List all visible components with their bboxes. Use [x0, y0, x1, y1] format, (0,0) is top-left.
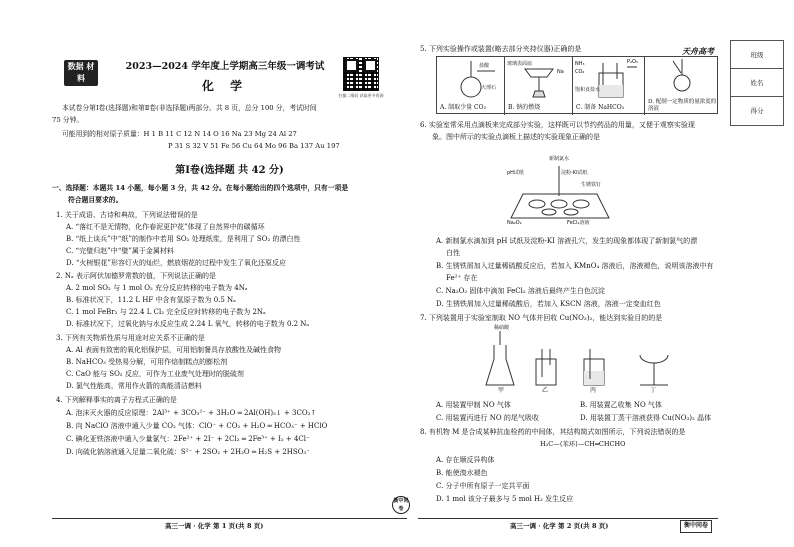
option-c[interactable]: C. 1 mol FeBr₂ 与 22.4 L Cl₂ 完全反应时转移的电子数为 2Nₐ [66, 308, 266, 316]
label-yi: 乙 [542, 387, 549, 394]
option-a[interactable]: A. 新制氯水滴加到 pH 试纸及淀粉-KI 溶液孔穴，发生的现象都体现了新制氯气的漂 [436, 237, 698, 245]
footer-right: 高三一调 · 化学 第 2 页(共 8 页) [510, 522, 609, 530]
section-title: 第Ⅰ卷(选择题 共 42 分) [175, 165, 284, 176]
option-c[interactable]: C. 分子中所有原子一定共平面 [436, 482, 530, 490]
name-field[interactable]: 姓名 [731, 69, 783, 97]
option-d[interactable]: D. 1 mol 该分子最多与 5 mol H₂ 发生反应 [436, 495, 574, 503]
intro-line-1: 本试卷分第Ⅰ卷(选择题)和第Ⅱ卷(非选择题)两部分。共 8 页，总分 100 分，考试时间 [62, 104, 317, 112]
qr-caption: 扫描二维码 获取更多资源 [338, 93, 384, 98]
option-d[interactable]: D. 用装置丁蒸干溶液获得 Cu(NO₃)₂ 晶体 [580, 414, 712, 422]
label-jia: 甲 [498, 387, 505, 394]
section-instructions-2: 符合题目要求的。 [68, 196, 123, 204]
flask-icon [437, 57, 505, 101]
label-co2: CO₂ [575, 69, 585, 75]
option-a[interactable]: A. 存在顺反异构体 [436, 456, 495, 464]
option-b[interactable]: B. NaHCO₃ 受热易分解，可用作焙制糕点的膨松剂 [66, 358, 228, 366]
question-stem-2: 象。图中所示的实验点滴板上描述的实验现象正确的是 [432, 133, 600, 141]
logo: 数据 材料 [64, 60, 98, 86]
brand-label: 天舟高考 [682, 47, 714, 56]
caption-b: B. 钠的燃烧 [508, 104, 541, 112]
volumetric-flask-icon [645, 57, 719, 93]
option-d[interactable]: D. 氯气性能高，常用作火箭的高能清洁燃料 [66, 382, 202, 390]
label-na: Na [557, 69, 564, 75]
brand-stamp: 衡中同卷 [680, 520, 712, 533]
footer-rule-left [52, 518, 407, 519]
label-dilute-nitric: 稀硝酸 [494, 325, 510, 331]
label-marble: 大理石 [481, 85, 497, 91]
option-d[interactable]: D. 生锈铁屑加入过量稀硫酸后，若加入 KSCN 溶液，溶液一定变血红色 [436, 300, 661, 308]
exam-title: 2023—2024 学年度上学期高三年级一调考试 [125, 61, 325, 72]
label-ph-paper: pH试纸 [507, 170, 524, 176]
label-nh3: NH₃ [575, 61, 585, 67]
question-stem: 7. 下列装置用于实验室制取 NO 气体并回收 Cu(NO₃)₂，能达到实验目的的是 [420, 314, 663, 322]
option-b[interactable]: B. 能使溴水褪色 [436, 469, 488, 477]
figure-a [437, 57, 505, 115]
figure-c [573, 57, 645, 115]
footer-rule-right [418, 518, 718, 519]
option-b[interactable]: B. 用装置乙收集 NO 气体 [580, 401, 662, 409]
option-c[interactable]: C. CaO 能与 SO₂ 反应，可作为工业废气处理时的脱硫剂 [66, 370, 244, 378]
class-field[interactable]: 班级 [731, 41, 783, 69]
label-watch-glass: 玻璃表面皿 [507, 61, 533, 67]
question-stem: 4. 下列解释事实的离子方程式正确的是 [56, 396, 177, 404]
option-c[interactable]: C. 碘化亚铁溶液中通入少量氯气：2Fe²⁺ + 2I⁻ + 2Cl₂ ═ 2Fe³⁺ + I₂ + 4Cl⁻ [66, 435, 310, 443]
label-hcl: 盐酸 [479, 63, 490, 69]
qr-code [343, 57, 379, 91]
caption-c: C. 制备 NaHCO₃ [576, 104, 625, 112]
label-bing: 丙 [590, 387, 597, 394]
caption-d: D. 配制一定物质的量浓度的溶液 [648, 99, 717, 112]
option-a[interactable]: A. 2 mol SO₂ 与 1 mol O₂ 充分反应转移的电子数为 4Nₐ [66, 284, 248, 292]
intro-line-2: 75 分钟。 [52, 116, 84, 124]
label-brine: 饱和食盐水 [575, 87, 601, 93]
footer-left: 高三一调 · 化学 第 1 页(共 8 页) [165, 522, 264, 530]
label-rusty-nail: 生锈铁钉 [581, 182, 602, 188]
student-info-box [730, 40, 784, 126]
option-b[interactable]: B. 生锈铁屑加入过量稀硫酸反应后，若加入 KMnO₄ 溶液后，溶液褪色，说明该溶液中有 [436, 262, 714, 270]
figure-d [645, 57, 719, 115]
option-b[interactable]: B. “纸上谈兵”中“纸”的制作中若用 SO₂ 处理纸浆，是利用了 SO₂ 的漂白性 [66, 235, 301, 243]
label-chlorine-water: 新制氯水 [549, 156, 570, 162]
question-stem: 8. 有机物 M 是合成某种抗血栓药的中间体，其结构简式如图所示，下列说法错误的是 [420, 428, 686, 436]
score-field[interactable]: 得分 [750, 107, 764, 115]
question-stem: 5. 下列实验操作或装置(略去部分夹持仪器)正确的是 [420, 45, 582, 53]
option-a[interactable]: A. 用装置甲制 NO 气体 [436, 401, 511, 409]
option-b[interactable]: B. 标准状况下，11.2 L HF 中含有氢原子数为 0.5 Nₐ [66, 296, 236, 304]
subject-title: 化 学 [201, 79, 249, 93]
label-ki-paper: 淀粉-KI试纸 [561, 170, 588, 176]
label-na2o2: Na₂O₂ [507, 220, 522, 226]
spot-plate-figure [505, 146, 615, 230]
option-a-cont: 白性 [446, 249, 460, 257]
atomic-mass-line-1: 可能用到的相对原子质量：H 1 B 11 C 12 N 14 O 16 Na 23 Mg 24 Al 27 [62, 130, 297, 138]
label-ding: 丁 [650, 387, 657, 394]
option-b-cont: Fe²⁺ 存在 [446, 274, 478, 282]
option-d[interactable]: D. 向硫化钠溶液通入足量二氧化硫：S²⁻ + 2SO₂ + 2H₂O ═ H₂S + 2HSO₃⁻ [66, 448, 310, 456]
label-p2o5: P₂O₅ [627, 59, 638, 65]
question-stem: 1. 关于成语、古诗和典故，下列说法错误的是 [56, 211, 198, 219]
option-c[interactable]: C. 用装置丙进行 NO 的尾气吸收 [436, 414, 539, 422]
figure-b [505, 57, 573, 115]
option-d[interactable]: D. “火树银花”形容灯火的灿烂，燃放烟花的过程中发生了氧化还原反应 [66, 259, 286, 267]
section-instructions-1: 一、选择题：本题共 14 小题，每小题 3 分，共 42 分。在每小题给出的四个选项中，只有一项是 [52, 184, 349, 192]
option-c[interactable]: C. “完璧归赵”中“璧”属于金属材料 [66, 247, 174, 255]
atomic-mass-line-2: P 31 S 32 V 51 Fe 56 Cu 64 Mo 96 Ba 137 Au 197 [168, 142, 340, 150]
caption-a: A. 制取少量 CO₂ [440, 104, 486, 112]
seal-stamp: 衡中同卷 [393, 498, 409, 512]
label-fecl2: FeCl₂溶液 [567, 220, 590, 226]
option-c[interactable]: C. Na₂O₂ 固体中滴加 FeCl₂ 溶液后最终产生白色沉淀 [436, 287, 605, 295]
option-a[interactable]: A. 泡沫灭火器的反应原理：2Al³⁺ + 3CO₃²⁻ + 3H₂O ═ 2Al(OH)₃↓ + 3CO₂↑ [66, 409, 317, 417]
question-stem: 2. Nₐ 表示阿伏加德罗常数的值，下列说法正确的是 [56, 272, 216, 280]
option-a[interactable]: A. Al 表面有致密的氧化铝保护层，可用铝制餐具存放酸性及碱性食物 [66, 346, 282, 354]
apparatus-figure-q7 [480, 325, 680, 397]
option-b[interactable]: B. 向 NaClO 溶液中通入少量 CO₂ 气体：ClO⁻ + CO₂ + H₂O ═ HCO₃⁻ + HClO [66, 422, 328, 430]
apparatus-figure-q5 [436, 56, 718, 114]
question-stem: 3. 下列有关物质性质与用途对应关系不正确的是 [56, 334, 205, 342]
structural-formula: H₃C—⟨苯环⟩—CH═CHCHO [540, 440, 626, 448]
question-stem: 6. 实验室常采用点滴板来完成部分实验，这样既可以节约药品的用量，又便于观察实验现 [420, 121, 695, 129]
option-a[interactable]: A. “落红不是无情物，化作春泥更护花”体现了自然界中的碳循环 [66, 223, 265, 231]
option-d[interactable]: D. 标准状况下，过氧化钠与水反应生成 2.24 L 氧气，转移的电子数为 0.2 Nₐ [66, 320, 310, 328]
